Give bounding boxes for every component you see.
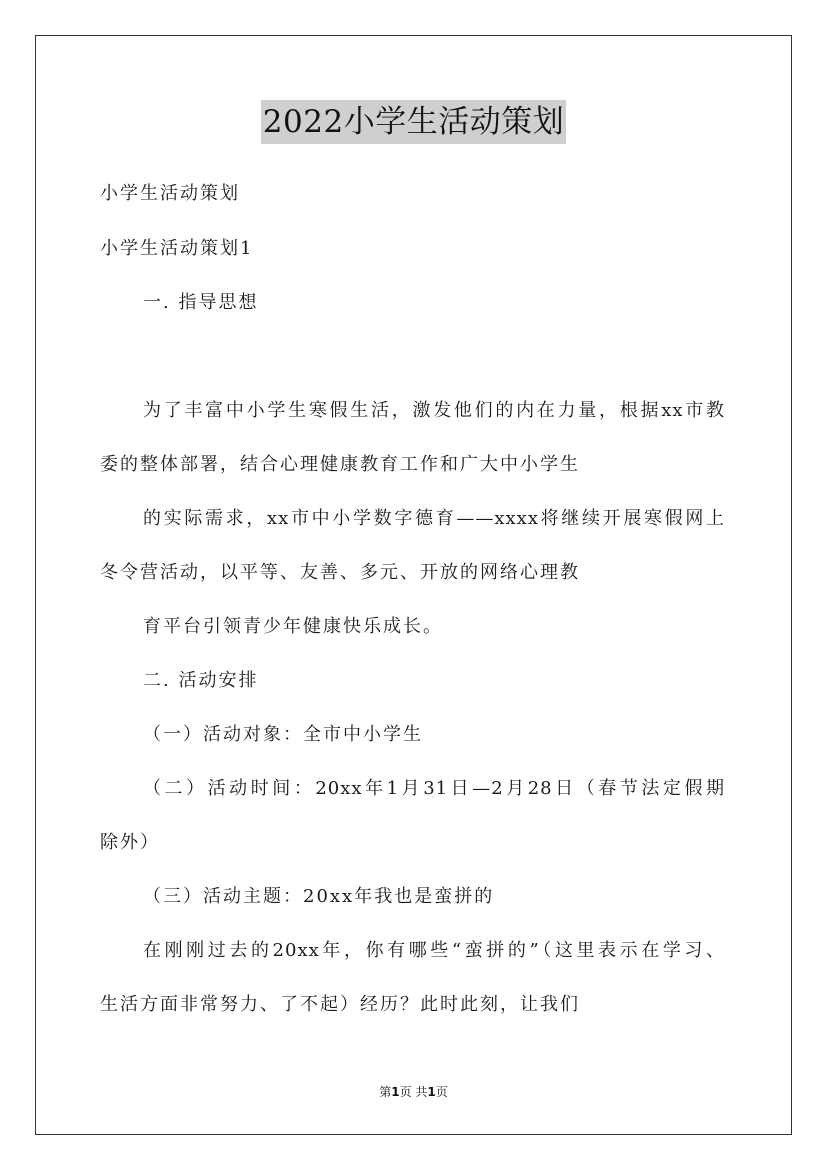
list-item: （二）活动时间：20xx年1月31日—2月28日（春节法定假期 — [143, 778, 725, 799]
footer-page-mid: 页 共 — [399, 1085, 428, 1099]
page-footer — [0, 1083, 827, 1100]
paragraph-line: 冬令营活动，以平等、友善、多元、开放的网络心理教 — [100, 562, 580, 583]
list-item: （一）活动对象：全市中小学生 — [143, 724, 423, 745]
footer-page-current: 1 — [391, 1085, 400, 1099]
section-heading-activity-arrangement: 二. 活动安排 — [143, 670, 259, 691]
paragraph-line: 为了丰富中小学生寒假生活，激发他们的内在力量，根据xx市教 — [143, 400, 725, 421]
doc-subheading: 小学生活动策划1 — [100, 238, 254, 259]
document-title: 2022小学生活动策划 — [261, 100, 566, 144]
paragraph-line: 的实际需求，xx市中小学数字德育——xxxx将继续开展寒假网上 — [143, 508, 725, 529]
list-item-continuation: 除外） — [100, 832, 160, 853]
section-heading-guiding-thought: 一. 指导思想 — [143, 292, 259, 313]
list-item: （三）活动主题：20xx年我也是蛮拼的 — [143, 886, 495, 907]
title-container — [0, 100, 827, 144]
paragraph-line: 在刚刚过去的20xx年，你有哪些“蛮拼的”（这里表示在学习、 — [143, 940, 725, 961]
paragraph-line: 生活方面非常努力、了不起）经历？此时此刻，让我们 — [100, 994, 580, 1015]
footer-page-prefix: 第 — [379, 1085, 392, 1099]
paragraph-line: 委的整体部署，结合心理健康教育工作和广大中小学生 — [100, 454, 580, 475]
footer-page-suffix: 页 — [435, 1085, 448, 1099]
doc-heading: 小学生活动策划 — [100, 183, 240, 204]
footer-page-total: 1 — [427, 1085, 436, 1099]
paragraph-line: 育平台引领青少年健康快乐成长。 — [143, 616, 443, 637]
